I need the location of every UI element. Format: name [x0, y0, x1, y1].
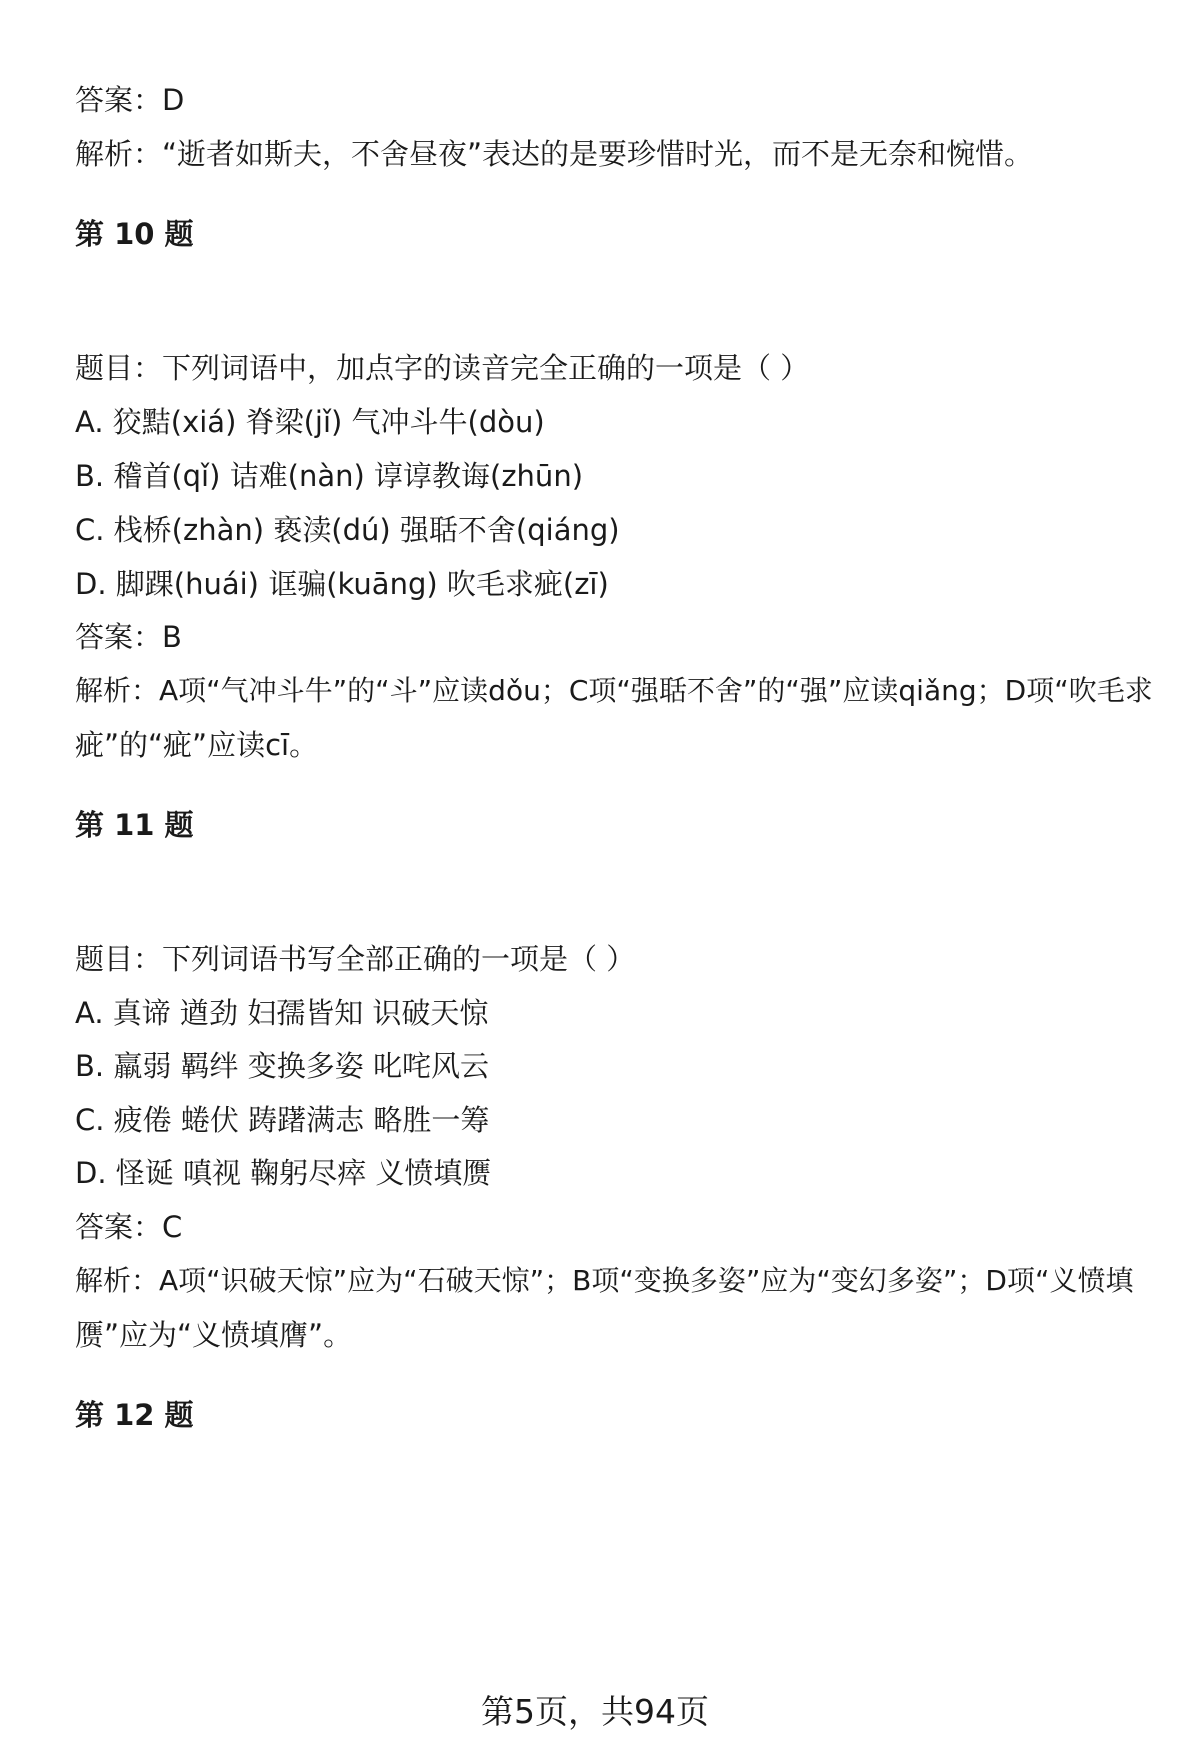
q10-answer: 答案：B [75, 620, 182, 654]
page-indicator: 第5页，共94页 [481, 1692, 709, 1731]
q11-analysis-line1: 解析：A项“识破天惊”应为“石破天惊”；B项“变换多姿”应为“变幻多姿”；D项“义愤填 [75, 1264, 1134, 1297]
q11-analysis-line2: 赝”应为“义愤填膺”。 [75, 1318, 353, 1352]
q10-analysis-line1: 解析：A项“气冲斗牛”的“斗”应读dǒu；C项“强聒不舍”的“强”应读qiǎng；D项“吹毛求 [75, 674, 1153, 707]
q11-option-b: B. 羸弱 羁绊 变换多姿 叱咤风云 [75, 1049, 489, 1083]
q11-question: 题目：下列词语书写全部正确的一项是（ ） [75, 942, 636, 976]
q10-option-d: D. 脚踝(huái) 诓骗(kuāng) 吹毛求疵(zī) [75, 567, 609, 601]
q10-option-c: C. 栈桥(zhàn) 亵渎(dú) 强聒不舍(qiáng) [75, 513, 620, 547]
q10-option-a: A. 狡黠(xiá) 脊梁(jǐ) 气冲斗牛(dòu) [75, 405, 545, 439]
q10-option-b: B. 稽首(qǐ) 诘难(nàn) 谆谆教诲(zhūn) [75, 459, 584, 493]
q9-answer: 答案：D [75, 83, 185, 117]
q10-heading: 第 10 题 [75, 217, 194, 251]
q11-option-c: C. 疲倦 蜷伏 踌躇满志 略胜一筹 [75, 1103, 490, 1137]
q11-option-d: D. 怪诞 嗔视 鞠躬尽瘁 义愤填赝 [75, 1156, 492, 1190]
q10-analysis-line2: 疵”的“疵”应读cī。 [75, 728, 319, 762]
q12-heading: 第 12 题 [75, 1398, 194, 1432]
q10-question: 题目：下列词语中，加点字的读音完全正确的一项是（ ） [75, 351, 810, 385]
q11-heading: 第 11 题 [75, 808, 194, 842]
q9-analysis: 解析：“逝者如斯夫，不舍昼夜”表达的是要珍惜时光，而不是无奈和惋惜。 [75, 137, 1034, 171]
q11-option-a: A. 真谛 遒劲 妇孺皆知 识破天惊 [75, 996, 489, 1030]
q11-answer: 答案：C [75, 1210, 183, 1244]
